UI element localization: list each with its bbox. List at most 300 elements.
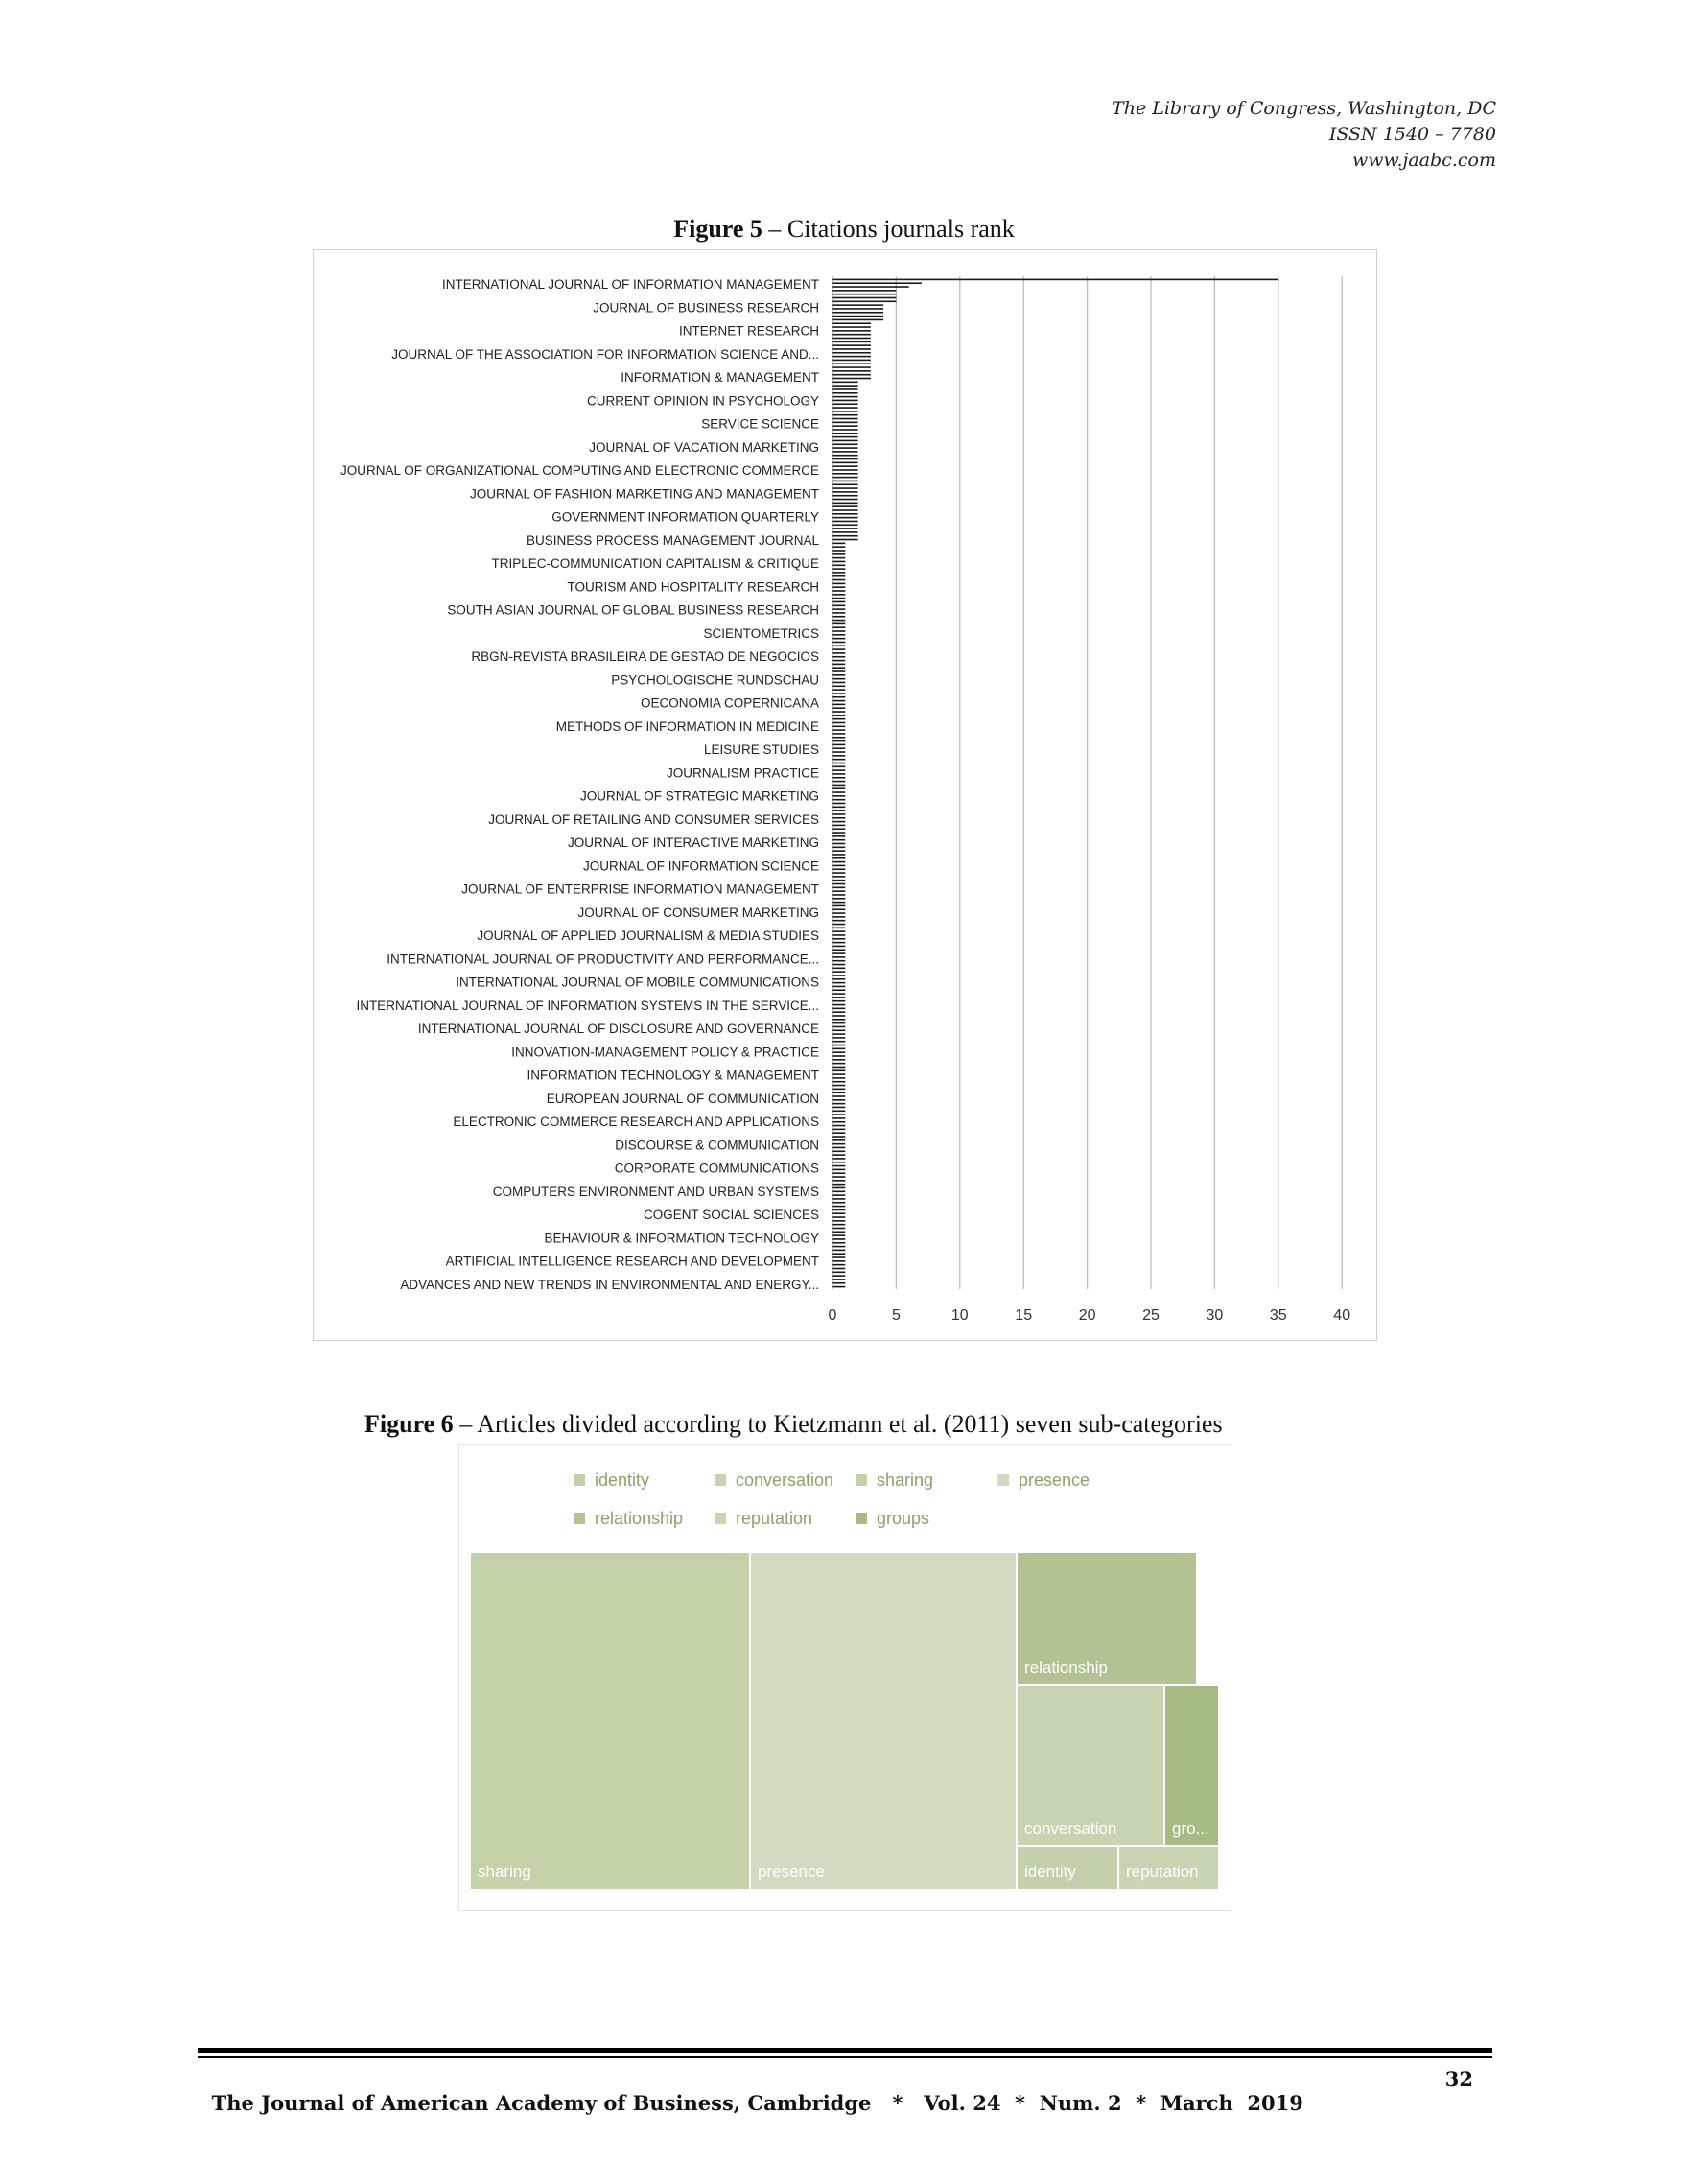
- bar: [832, 626, 845, 628]
- x-tick-label: 10: [950, 1307, 969, 1324]
- bar: [832, 465, 858, 467]
- bar: [832, 952, 845, 954]
- bar: [832, 1150, 845, 1152]
- x-tick-label: 30: [1206, 1307, 1224, 1324]
- bar: [832, 795, 845, 797]
- x-tick-label: 40: [1333, 1307, 1351, 1324]
- x-tick-label: 20: [1078, 1307, 1096, 1324]
- bars: [832, 279, 1278, 1288]
- bar: [832, 348, 871, 350]
- bar: [832, 1242, 845, 1244]
- category-label: INFORMATION & MANAGEMENT: [621, 370, 819, 385]
- bar: [832, 396, 858, 398]
- bar: [832, 616, 845, 618]
- bar: [832, 1132, 845, 1134]
- bar: [832, 1073, 845, 1075]
- category-label: ARTIFICIAL INTELLIGENCE RESEARCH AND DEVELOPMENT: [445, 1254, 819, 1269]
- category-label: INFORMATION TECHNOLOGY & MANAGEMENT: [527, 1068, 819, 1083]
- bar: [832, 652, 845, 654]
- category-label: RBGN-REVISTA BRASILEIRA DE GESTAO DE NEGOCIOS: [471, 649, 819, 664]
- bar: [832, 586, 845, 588]
- treemap-cell-relationship: [1018, 1553, 1196, 1684]
- bar: [832, 1212, 845, 1214]
- bar: [832, 414, 858, 416]
- legend-item-identity: [574, 1470, 649, 1490]
- bar: [832, 1216, 845, 1218]
- bar: [832, 513, 858, 515]
- bar: [832, 1260, 845, 1262]
- bar: [832, 1026, 845, 1028]
- bar: [832, 550, 845, 552]
- bar: [832, 1059, 845, 1061]
- bar: [832, 388, 858, 390]
- bar: [832, 1077, 845, 1079]
- bar: [832, 1268, 845, 1270]
- bar: [832, 491, 858, 493]
- category-label: BUSINESS PROCESS MANAGEMENT JOURNAL: [526, 532, 819, 548]
- bar: [832, 817, 845, 819]
- bar: [832, 997, 845, 998]
- bar: [832, 825, 845, 827]
- bar: [832, 810, 845, 811]
- x-tick-label: 0: [828, 1307, 837, 1324]
- bar: [832, 290, 896, 292]
- bar: [832, 887, 845, 889]
- bar: [832, 839, 845, 841]
- bar: [832, 557, 845, 559]
- bar: [832, 1220, 845, 1222]
- bar: [832, 1139, 845, 1141]
- bar: [832, 594, 845, 596]
- figure-5-bar-chart: [313, 249, 1377, 1341]
- bar: [832, 1069, 845, 1071]
- bar: [832, 338, 871, 340]
- bar: [832, 297, 896, 299]
- bar: [832, 883, 845, 885]
- bar: [832, 382, 858, 384]
- page-footer: [198, 2067, 1473, 2139]
- bar: [832, 286, 909, 288]
- category-label: TOURISM AND HOSPITALITY RESEARCH: [567, 579, 819, 595]
- bar: [832, 707, 845, 709]
- bar: [832, 744, 845, 746]
- treemap-label: identity: [1024, 1863, 1076, 1881]
- bar: [832, 1029, 845, 1031]
- category-label: INTERNATIONAL JOURNAL OF INFORMATION MANAGEMENT: [441, 277, 819, 292]
- bar: [832, 521, 858, 523]
- bar: [832, 718, 845, 720]
- x-tick-label: 25: [1142, 1307, 1160, 1324]
- bar: [832, 747, 845, 749]
- bar: [832, 535, 858, 537]
- category-label: METHODS OF INFORMATION IN MEDICINE: [555, 718, 819, 734]
- bar: [832, 443, 858, 445]
- bar: [832, 696, 845, 698]
- bar: [832, 282, 922, 284]
- category-label: COGENT SOCIAL SCIENCES: [643, 1208, 819, 1222]
- bar: [832, 363, 871, 364]
- bar: [832, 1256, 845, 1258]
- bar: [832, 1051, 845, 1053]
- bar: [832, 322, 871, 324]
- bar: [832, 865, 845, 867]
- bar: [832, 689, 845, 691]
- bar: [832, 989, 845, 991]
- bar: [832, 422, 858, 424]
- bar: [832, 766, 845, 768]
- bar: [832, 1143, 845, 1145]
- bar: [832, 682, 845, 684]
- bar: [832, 854, 845, 856]
- bar: [832, 791, 845, 793]
- bar: [832, 660, 845, 662]
- bar: [832, 1224, 845, 1226]
- bar: [832, 982, 845, 984]
- bar: [832, 1176, 845, 1178]
- bar: [832, 564, 845, 566]
- bar: [832, 1055, 845, 1057]
- category-label: ADVANCES AND NEW TRENDS IN ENVIRONMENTAL AND ENERGY...: [400, 1277, 819, 1292]
- bar: [832, 561, 845, 563]
- bar: [832, 656, 845, 658]
- bar: [832, 693, 845, 694]
- footer-rule-thick: [198, 2048, 1492, 2053]
- category-label: INTERNATIONAL JOURNAL OF INFORMATION SYSTEMS IN THE SERVICE...: [356, 998, 819, 1013]
- bar: [832, 509, 858, 511]
- bar: [832, 964, 845, 966]
- treemap-label: gro...: [1172, 1820, 1209, 1838]
- bar: [832, 481, 858, 482]
- bar: [832, 670, 845, 672]
- bar: [832, 531, 858, 533]
- bar: [832, 1184, 845, 1186]
- category-label: JOURNALISM PRACTICE: [666, 765, 819, 781]
- bar: [832, 1067, 845, 1069]
- x-tick-label: 15: [1015, 1307, 1033, 1324]
- bar: [832, 861, 845, 863]
- legend-label: conversation: [736, 1470, 834, 1490]
- bar: [832, 1264, 845, 1266]
- bar: [832, 620, 845, 622]
- bar: [832, 880, 845, 881]
- x-tick-label: 5: [891, 1307, 901, 1324]
- legend-swatch: [997, 1474, 1009, 1486]
- legend-label: sharing: [877, 1470, 934, 1490]
- bar: [832, 469, 858, 471]
- treemap-label: presence: [758, 1863, 825, 1881]
- bar: [832, 1190, 845, 1192]
- bar: [832, 1117, 845, 1119]
- bar: [832, 912, 845, 914]
- bar: [832, 898, 845, 900]
- bar: [832, 986, 845, 988]
- bar: [832, 1085, 845, 1087]
- bar: [832, 920, 845, 922]
- bar: [832, 924, 845, 926]
- bar: [832, 648, 845, 650]
- bar: [832, 462, 858, 464]
- bar: [832, 308, 883, 310]
- bar: [832, 598, 845, 599]
- bar: [832, 312, 883, 314]
- bar: [832, 634, 845, 636]
- bar: [832, 403, 858, 405]
- legend-label: identity: [595, 1470, 650, 1490]
- bar: [832, 737, 845, 739]
- bar: [832, 455, 858, 457]
- figure-6-caption-bold: Figure 6: [364, 1410, 454, 1438]
- bar: [832, 503, 858, 505]
- bar: [832, 612, 845, 614]
- bar: [832, 664, 845, 666]
- bar: [832, 715, 845, 716]
- bar: [832, 787, 845, 789]
- bar: [832, 440, 858, 442]
- category-label: JOURNAL OF FASHION MARKETING AND MANAGEMENT: [469, 486, 819, 502]
- bar: [832, 1004, 845, 1006]
- bar: [832, 949, 845, 951]
- bar: [832, 890, 845, 892]
- legend-label: reputation: [736, 1509, 813, 1528]
- bar: [832, 572, 845, 574]
- bar: [832, 330, 871, 332]
- bar: [832, 1147, 845, 1149]
- bar: [832, 1198, 845, 1200]
- bar: [832, 487, 858, 489]
- bar: [832, 769, 845, 771]
- bar: [832, 763, 845, 764]
- bar: [832, 1099, 845, 1101]
- legend-item-conversation: [715, 1470, 833, 1490]
- header-library: The Library of Congress, Washington, DC: [1112, 98, 1496, 119]
- bar: [832, 894, 845, 896]
- bar: [832, 411, 858, 412]
- bar: [832, 700, 845, 702]
- bar: [832, 1209, 845, 1211]
- bar: [832, 436, 858, 438]
- bar: [832, 1246, 845, 1248]
- category-label: JOURNAL OF VACATION MARKETING: [589, 439, 819, 455]
- bar: [832, 908, 845, 910]
- bar: [832, 539, 858, 541]
- bar: [832, 1282, 845, 1284]
- bar: [832, 781, 845, 783]
- bar: [832, 407, 858, 409]
- legend-label: presence: [1019, 1470, 1090, 1490]
- category-label: SCIENTOMETRICS: [703, 625, 819, 641]
- bar: [832, 517, 858, 519]
- bar: [832, 1081, 845, 1083]
- bar: [832, 785, 845, 787]
- bar: [832, 528, 858, 529]
- bar: [832, 722, 845, 724]
- figure-5-caption-bold: Figure 5: [673, 215, 762, 243]
- category-label: DISCOURSE & COMMUNICATION: [615, 1138, 819, 1153]
- figure-5-caption-text: – Citations journals rank: [762, 215, 1015, 243]
- category-labels: [340, 277, 820, 1292]
- legend-label: relationship: [595, 1509, 684, 1528]
- bar: [832, 374, 871, 376]
- bar: [832, 1272, 845, 1274]
- bar: [832, 1180, 845, 1182]
- category-label: INTERNATIONAL JOURNAL OF MOBILE COMMUNICATIONS: [456, 975, 819, 990]
- legend-item-sharing: [856, 1470, 933, 1490]
- bar: [832, 1114, 845, 1115]
- category-label: TRIPLEC-COMMUNICATION CAPITALISM & CRITIQUE: [491, 556, 819, 571]
- bar: [832, 1000, 845, 1002]
- bar: [832, 477, 858, 479]
- bar: [832, 1125, 845, 1127]
- bar: [832, 975, 845, 976]
- legend-item-relationship: [574, 1509, 683, 1528]
- bar: [832, 294, 896, 295]
- bar: [832, 759, 845, 761]
- bar: [832, 429, 858, 431]
- bar: [832, 934, 845, 936]
- bar: [832, 495, 858, 497]
- category-label: JOURNAL OF BUSINESS RESEARCH: [593, 300, 819, 316]
- bar: [832, 1231, 845, 1233]
- header-issn: ISSN 1540 – 7780: [1328, 124, 1496, 145]
- bar: [832, 352, 871, 354]
- bar: [832, 1162, 845, 1163]
- legend-swatch: [574, 1474, 585, 1486]
- bar: [832, 902, 845, 904]
- bar: [832, 740, 845, 742]
- bar: [832, 942, 845, 944]
- bar: [832, 604, 845, 606]
- bar: [832, 678, 845, 680]
- page-number: 32: [1444, 2067, 1473, 2091]
- bar: [832, 835, 845, 837]
- treemap-label: relationship: [1024, 1658, 1108, 1677]
- bar: [832, 301, 896, 303]
- bar: [832, 1041, 845, 1043]
- bar: [832, 1063, 845, 1065]
- category-label: PSYCHOLOGISCHE RUNDSCHAU: [611, 672, 819, 688]
- bar: [832, 638, 845, 640]
- bar: [832, 546, 845, 548]
- bar: [832, 850, 845, 852]
- bar: [832, 1250, 845, 1252]
- treemap-rect: [751, 1553, 1016, 1889]
- bar: [832, 1103, 845, 1105]
- bar: [832, 773, 845, 775]
- treemap-cell-sharing: [471, 1553, 749, 1889]
- category-label: JOURNAL OF INFORMATION SCIENCE: [582, 858, 819, 874]
- legend-swatch: [715, 1474, 726, 1486]
- bar: [832, 993, 845, 995]
- category-label: GOVERNMENT INFORMATION QUARTERLY: [551, 509, 819, 525]
- bar: [832, 1033, 845, 1035]
- treemap-cell-presence: [751, 1553, 1016, 1889]
- bar: [832, 400, 858, 402]
- bar: [832, 568, 845, 570]
- category-label: OECONOMIA COPERNICANA: [640, 695, 819, 711]
- category-label: LEISURE STUDIES: [703, 742, 819, 757]
- bar: [832, 755, 845, 757]
- bar: [832, 433, 858, 434]
- bar: [832, 344, 871, 346]
- bar: [832, 319, 883, 321]
- bar: [832, 803, 845, 805]
- category-label: JOURNAL OF STRATEGIC MARKETING: [579, 788, 819, 804]
- bar: [832, 451, 858, 453]
- bar: [832, 1089, 845, 1091]
- category-label: JOURNAL OF CONSUMER MARKETING: [577, 904, 819, 920]
- bar: [832, 1037, 845, 1039]
- bar: [832, 930, 845, 932]
- bar: [832, 630, 845, 632]
- bar: [832, 1286, 845, 1288]
- bar: [832, 499, 858, 501]
- bar: [832, 751, 845, 753]
- legend: [574, 1470, 1090, 1528]
- bar: [832, 733, 845, 735]
- bar: [832, 575, 845, 577]
- treemap-cells: [471, 1553, 1218, 1889]
- bar: [832, 1129, 845, 1131]
- category-label: INNOVATION-MANAGEMENT POLICY & PRACTICE: [511, 1045, 819, 1060]
- bar: [832, 711, 845, 713]
- category-label: BEHAVIOUR & INFORMATION TECHNOLOGY: [544, 1231, 819, 1246]
- bar: [832, 1253, 845, 1255]
- bar: [832, 1228, 845, 1230]
- category-label: EUROPEAN JOURNAL OF COMMUNICATION: [546, 1091, 819, 1106]
- bar: [832, 590, 845, 592]
- category-label: INTERNET RESEARCH: [678, 323, 819, 339]
- bar: [832, 483, 858, 485]
- bar: [832, 807, 845, 809]
- bar: [832, 1187, 845, 1189]
- bar: [832, 601, 845, 603]
- bar: [832, 828, 845, 830]
- category-label: JOURNAL OF APPLIED JOURNALISM & MEDIA STUDIES: [477, 928, 819, 943]
- bar: [832, 543, 845, 545]
- category-label: JOURNAL OF ENTERPRISE INFORMATION MANAGEMENT: [461, 881, 819, 897]
- legend-swatch: [574, 1513, 585, 1524]
- bar: [832, 505, 858, 507]
- bar: [832, 524, 858, 526]
- bar: [832, 1238, 845, 1240]
- bar: [832, 968, 845, 970]
- category-label: SOUTH ASIAN JOURNAL OF GLOBAL BUSINESS RESEARCH: [447, 602, 819, 618]
- bar: [832, 1092, 845, 1093]
- bar: [832, 868, 845, 870]
- category-label: CORPORATE COMMUNICATIONS: [614, 1161, 819, 1176]
- figure-6-caption-text: – Articles divided according to Kietzmann et al. (2011) seven sub-categories: [453, 1410, 1223, 1438]
- bar: [832, 847, 845, 849]
- legend-item-reputation: [715, 1509, 812, 1528]
- header-website: www.jaabc.com: [1351, 150, 1496, 171]
- treemap-label: sharing: [478, 1863, 531, 1881]
- bar: [832, 1095, 845, 1097]
- bar: [832, 946, 845, 948]
- figure-6-treemap: [458, 1444, 1231, 1911]
- legend-item-groups: [856, 1509, 929, 1528]
- legend-item-presence: [997, 1470, 1090, 1490]
- legend-label: groups: [877, 1509, 930, 1528]
- bar: [832, 473, 858, 475]
- treemap-cell-groups: [1165, 1686, 1218, 1845]
- treemap-rect: [471, 1553, 749, 1889]
- bar: [832, 326, 871, 328]
- treemap-label: conversation: [1024, 1820, 1117, 1838]
- bar: [832, 366, 871, 368]
- category-label: CURRENT OPINION IN PSYCHOLOGY: [586, 393, 819, 409]
- x-tick-labels: [829, 1307, 1351, 1324]
- treemap-label: reputation: [1126, 1863, 1199, 1881]
